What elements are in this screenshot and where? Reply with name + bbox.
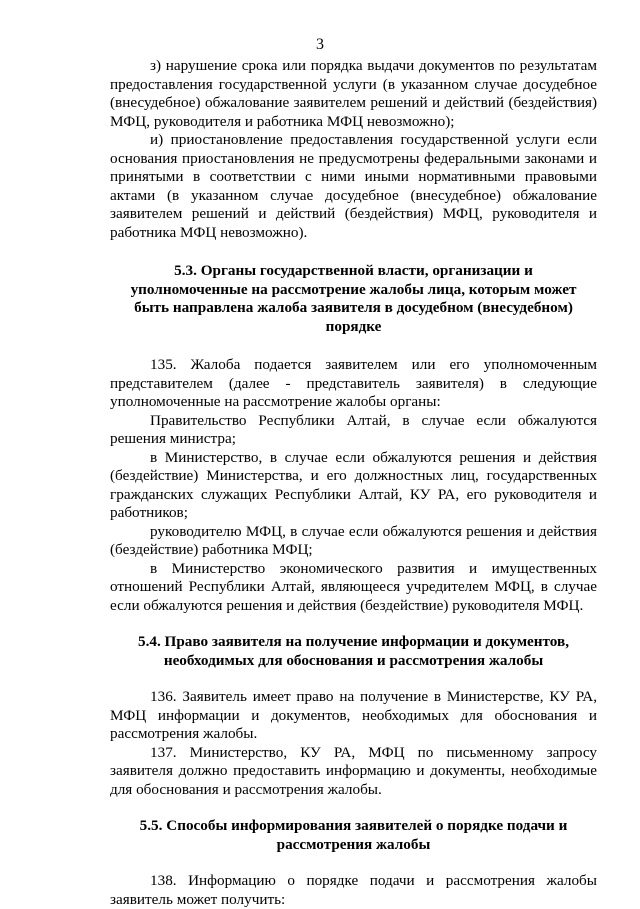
section-heading-5-3: 5.3. Органы государственной власти, организации и уполномоченные на рассмотрение жалобы лица, которым может быть направлена жалоба заявителя в досудебном (внесудебном) порядке xyxy=(130,262,577,335)
paragraph-z: з) нарушение срока или порядка выдачи документов по результатам предоставления государственной услуги (в указанном случае досудебное (внесудебное) обжалование заявителем решений и действий (бездействия) МФЦ, руководителя и работника МФЦ невозможно); xyxy=(110,57,597,130)
page-number: 3 xyxy=(316,36,324,53)
section-heading-5-4: 5.4. Право заявителя на получение информации и документов, необходимых для обоснования и рассмотрения жалобы xyxy=(137,633,570,669)
paragraph-136: 136. Заявитель имеет право на получение в Министерстве, КУ РА, МФЦ информации и документов, необходимых для обоснования и рассмотрения жалобы. xyxy=(110,688,597,742)
paragraph-135: 135. Жалоба подается заявителем или его уполномоченным представителем (далее - представитель заявителя) в следующие уполномоченные на рассмотрение жалобы органы: xyxy=(110,356,597,410)
paragraph-i: и) приостановление предоставления государственной услуги если основания приостановления не предусмотрены федеральными законами и принятыми в соответствии с ними иными нормативными правовыми актами (в указанном случае досудебное (внесудебное) обжалование заявителем решений и действий (бездействия) МФЦ, руководителя и работника МФЦ невозможно). xyxy=(110,131,597,241)
paragraph-137: 137. Министерство, КУ РА, МФЦ по письменному запросу заявителя должно предоставить информацию и документы, необходимые для обоснования и рассмотрения жалобы. xyxy=(110,743,597,798)
document-body xyxy=(110,57,597,909)
paragraph-economic-ministry: в Министерство экономического развития и имущественных отношений Республики Алтай, являющееся учредителем МФЦ, в случае если обжалуются решения и действия (бездействие) руководителя МФЦ. xyxy=(110,559,597,614)
paragraph-mfc-head: руководителю МФЦ, в случае если обжалуются решения и действия (бездействие) работника МФЦ; xyxy=(110,522,597,558)
paragraph-government: Правительство Республики Алтай, в случае если обжалуются решения министра; xyxy=(110,411,597,447)
paragraph-138: 138. Информацию о порядке подачи и рассмотрения жалобы заявитель может получить: xyxy=(110,872,597,908)
paragraph-ministry: в Министерство, в случае если обжалуются решения и действия (бездействие) Министерства, и его должностных лиц, государственных гражданских служащих Республики Алтай, КУ РА, его руководителя и работников; xyxy=(110,448,597,521)
section-heading-5-5: 5.5. Способы информирования заявителей о порядке подачи и рассмотрения жалобы xyxy=(139,817,568,853)
